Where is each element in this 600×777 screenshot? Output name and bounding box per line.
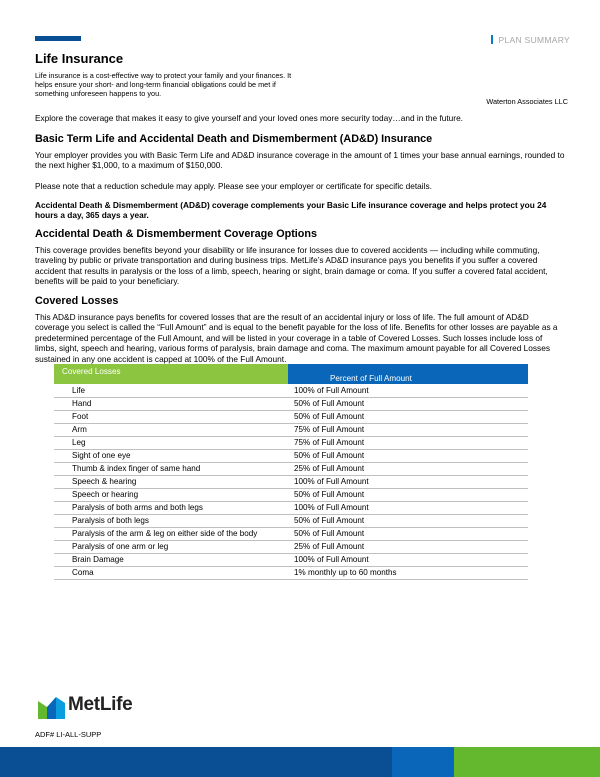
column-header-covered-losses: Covered Losses [54, 364, 288, 384]
loss-cell: Thumb & index finger of same hand [54, 462, 288, 475]
table-row [54, 553, 528, 566]
percent-cell: 50% of Full Amount [288, 410, 528, 423]
loss-cell: Arm [54, 423, 288, 436]
percent-cell: 100% of Full Amount [288, 553, 528, 566]
table-header-row [54, 364, 528, 384]
percent-cell: 75% of Full Amount [288, 436, 528, 449]
table-row [54, 449, 528, 462]
loss-cell: Paralysis of both legs [54, 514, 288, 527]
loss-cell: Paralysis of both arms and both legs [54, 501, 288, 514]
column-header-percent: Percent of Full Amount [288, 364, 528, 384]
table-row [54, 488, 528, 501]
footer-bar-green [454, 747, 600, 777]
percent-cell: 50% of Full Amount [288, 488, 528, 501]
percent-cell: 50% of Full Amount [288, 397, 528, 410]
basic-heading: Basic Term Life and Accidental Death and Dismemberment (AD&D) Insurance [35, 133, 433, 145]
percent-cell: 100% of Full Amount [288, 475, 528, 488]
percent-cell: 25% of Full Amount [288, 462, 528, 475]
percent-cell: 100% of Full Amount [288, 384, 528, 397]
table-row [54, 501, 528, 514]
plan-summary-label: PLAN SUMMARY [491, 35, 570, 45]
covered-losses-table [54, 364, 528, 580]
basic-paragraph-1: Your employer provides you with Basic Term Life and AD&D insurance coverage in the amount of 1 times your base annual earnings, rounded to the next higher $1,000, to a maximum of $150,000. [35, 150, 565, 171]
percent-cell: 50% of Full Amount [288, 527, 528, 540]
loss-cell: Sight of one eye [54, 449, 288, 462]
footer-bar-blue [392, 747, 454, 777]
loss-cell: Leg [54, 436, 288, 449]
intro-text: Life insurance is a cost-effective way to protect your family and your finances. It helps ensure your short- and long-term financial obligations could be met if something unforeseen happens to you. [35, 71, 292, 98]
loss-cell: Paralysis of the arm & leg on either side of the body [54, 527, 288, 540]
basic-paragraph-3: Accidental Death & Dismemberment (AD&D) coverage complements your Basic Life insurance coverage and helps protect you 24 hours a day, 365 days a year. [35, 200, 547, 221]
page-title: Life Insurance [35, 51, 124, 66]
table-row [54, 410, 528, 423]
table-row [54, 397, 528, 410]
options-heading: Accidental Death & Dismemberment Coverage Options [35, 228, 317, 240]
table-row [54, 462, 528, 475]
covered-heading: Covered Losses [35, 295, 119, 307]
percent-cell: 25% of Full Amount [288, 540, 528, 553]
footer-bar-navy [0, 747, 392, 777]
loss-cell: Speech or hearing [54, 488, 288, 501]
loss-cell: Brain Damage [54, 553, 288, 566]
table-row [54, 540, 528, 553]
table-row [54, 436, 528, 449]
percent-cell: 75% of Full Amount [288, 423, 528, 436]
loss-cell: Life [54, 384, 288, 397]
header-accent-bar [35, 36, 81, 41]
loss-cell: Speech & hearing [54, 475, 288, 488]
table-row [54, 384, 528, 397]
options-paragraph: This coverage provides benefits beyond your disability or life insurance for losses due to covered accidents — including while commuting, traveling by public or private transportation and during business trips. MetLife’s AD&D insurance pays you benefits if you suffer a covered accident that results in paralysis or the loss of a limb, speech, hearing or sight, brain damage or coma. If you suffer a covered fatal accident, benefits will be paid to your beneficiary. [35, 245, 548, 287]
loss-cell: Foot [54, 410, 288, 423]
table-row [54, 527, 528, 540]
table-row [54, 423, 528, 436]
table-row [54, 475, 528, 488]
percent-cell: 1% monthly up to 60 months [288, 566, 528, 579]
percent-cell: 100% of Full Amount [288, 501, 528, 514]
percent-cell: 50% of Full Amount [288, 514, 528, 527]
company-name: Waterton Associates LLC [486, 97, 568, 106]
covered-paragraph: This AD&D insurance pays benefits for covered losses that are the result of an accidental injury or loss of life. The full amount of AD&D coverage you select is called the “Full Amount” and is equal to the benefit payable for the loss of life. Benefits for other losses are payable as a predetermined percentage of the Full Amount, and will be listed in your coverage in a table of Covered Losses. Such losses include loss of limbs, sight, speech and hearing, various forms of paralysis, brain damage and coma. The maximum amount payable for all Covered Losses sustained in any one accident is capped at 100% of the Full Amount. [35, 312, 558, 364]
loss-cell: Hand [54, 397, 288, 410]
adf-code: ADF# LI-ALL-SUPP [35, 730, 102, 739]
basic-paragraph-2: Please note that a reduction schedule may apply. Please see your employer or certificate for specific details. [35, 181, 432, 191]
table-row [54, 514, 528, 527]
explore-text: Explore the coverage that makes it easy to give yourself and your loved ones more security today…and in the future. [35, 113, 463, 123]
table-row [54, 566, 528, 579]
metlife-logo-text: MetLife [68, 694, 133, 715]
loss-cell: Paralysis of one arm or leg [54, 540, 288, 553]
percent-cell: 50% of Full Amount [288, 449, 528, 462]
loss-cell: Coma [54, 566, 288, 579]
